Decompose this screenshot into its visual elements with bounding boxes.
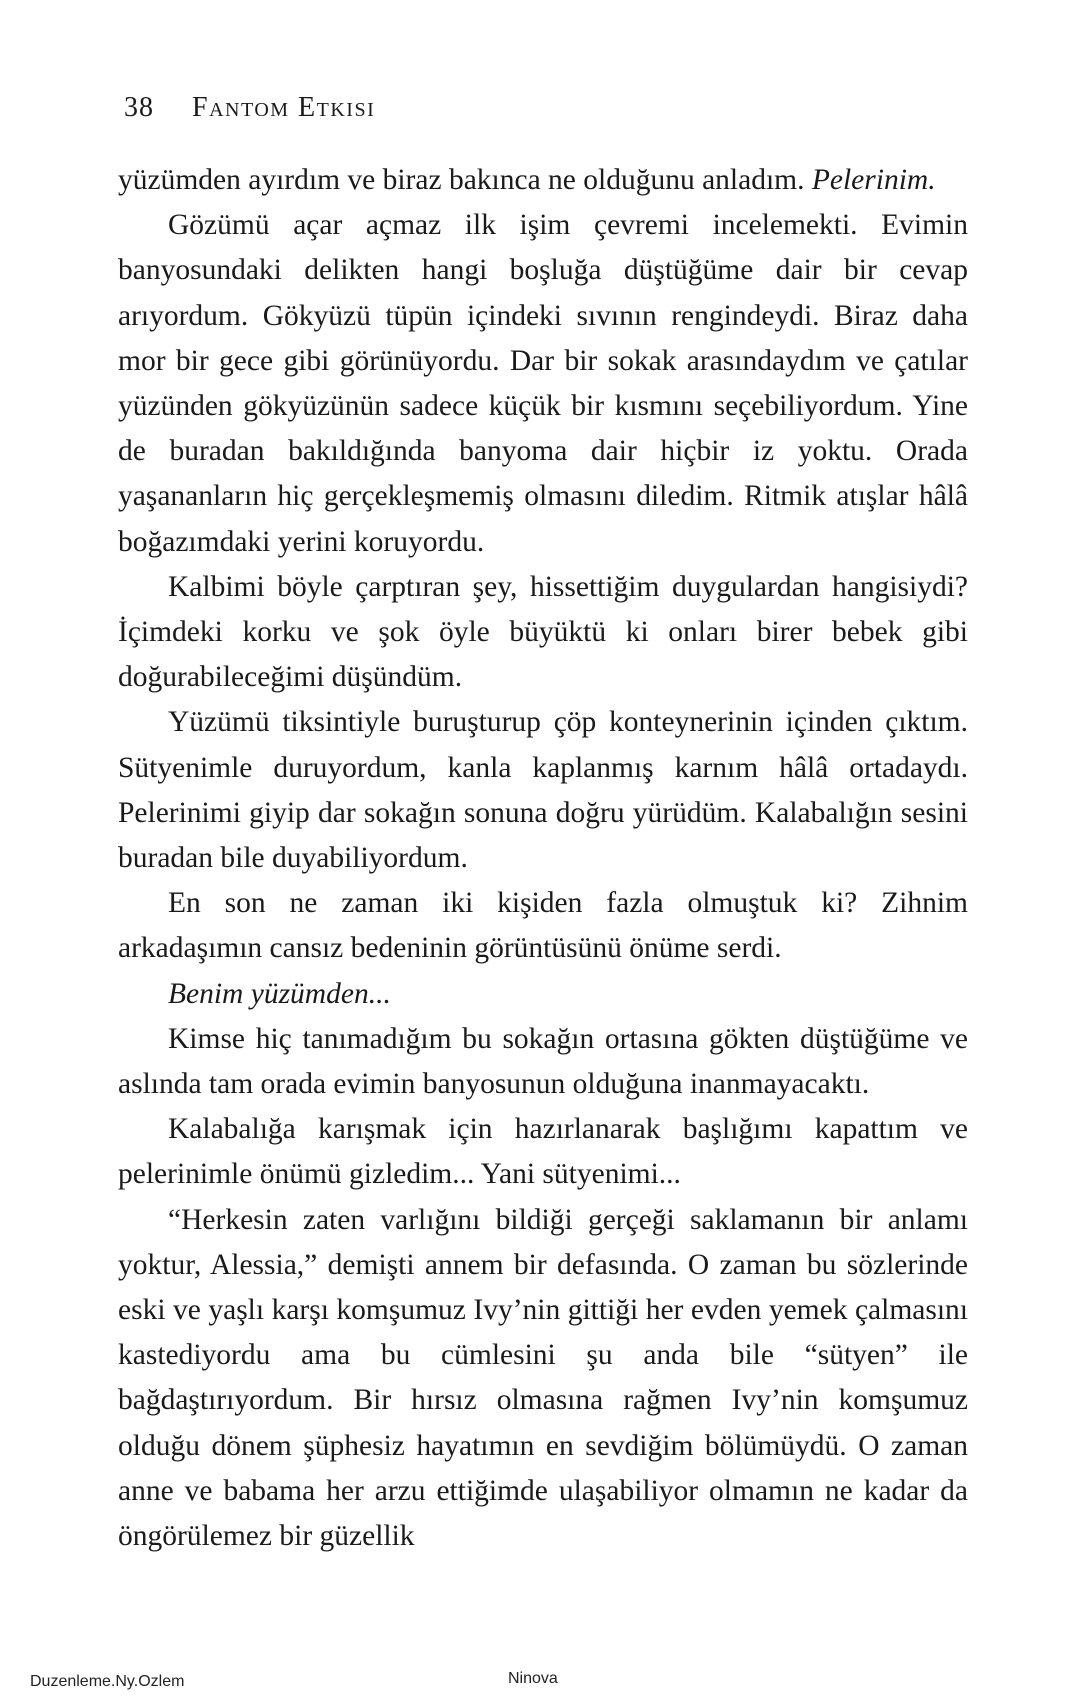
paragraph: Yüzümü tiksintiyle buruşturup çöp konteynerinin içinden çıktım. Sütyenimle duruyordum, kanla kaplanmış karnım hâlâ ortadaydı. Pelerinimi giyip dar sokağın sonuna doğru yürüdüm. Kalabalığın sesini buradan bile duyabiliyordum. [118,706,968,875]
paragraph [118,158,968,203]
footer-credit: Duzenleme.Ny.Ozlem [30,1673,185,1690]
paragraph: En son ne zaman iki kişiden fazla olmuştuk ki? Zihnim arkadaşımın cansız bedeninin görüntüsünü önüme serdi. [118,887,968,965]
paragraph: Kalbimi böyle çarptıran şey, hissettiğim duygulardan hangisiydi? İçimdeki korku ve şok öyle büyüktü ki onları birer bebek gibi doğurabileceğimi düşündüm. [118,570,968,694]
paragraph-text: yüzümden ayırdım ve biraz bakınca ne olduğunu anladım. [118,164,812,196]
page-number: 38 [124,92,154,123]
body-text [118,158,968,1559]
paragraph: “Herkesin zaten varlığını bildiği gerçeği saklamanın bir anlamı yoktur, Alessia,” demişti annem bir defasında. O zaman bu sözlerinde eski ve yaşlı karşı komşumuz Ivy’nin gittiği her evden yemek çalmasını kastediyordu ama bu cümlesini şu anda bile “sütyen” ile bağdaştırıyordum. Bir hırsız olmasına rağmen Ivy’nin komşumuz olduğu dönem şüphesiz hayatımın en sevdiğim bölümüydü. O zaman anne ve babama her arzu ettiğimde ulaşabiliyor olmamın ne kadar da öngörülemez bir güzellik [118,1203,968,1553]
running-title: Fantom Etkisi [192,92,376,123]
paragraph: Gözümü açar açmaz ilk işim çevremi incelemekti. Evimin banyosundaki delikten hangi boşluğa düştüğüme dair bir cevap arıyordum. Gökyüzü tüpün içindeki sıvının rengindeydi. Biraz daha mor bir gece gibi görünüyordu. Dar bir sokak arasındaydım ve çatılar yüzünden gökyüzünün sadece küçük bir kısmını seçebiliyordum. Yine de buradan bakıldığında banyoma dair hiçbir iz yoktu. Orada yaşananların hiç gerçekleşmemiş olmasını diledim. Ritmik atışlar hâlâ boğazımdaki yerini koruyordu. [118,209,968,558]
page-header [124,92,375,124]
footer-publisher: Ninova [508,1670,558,1687]
paragraph: Kalabalığa karışmak için hazırlanarak başlığımı kapattım ve pelerinimle önümü gizledim... Yani sütyenimi... [118,1113,968,1191]
paragraph: Kimse hiç tanımadığım bu sokağın ortasına gökten düştüğüme ve aslında tam orada evimin banyosunun olduğuna inanmayacaktı. [118,1022,968,1101]
italic-word: Pelerinim. [811,164,936,196]
italic-paragraph: Benim yüzümden... [168,977,391,1010]
